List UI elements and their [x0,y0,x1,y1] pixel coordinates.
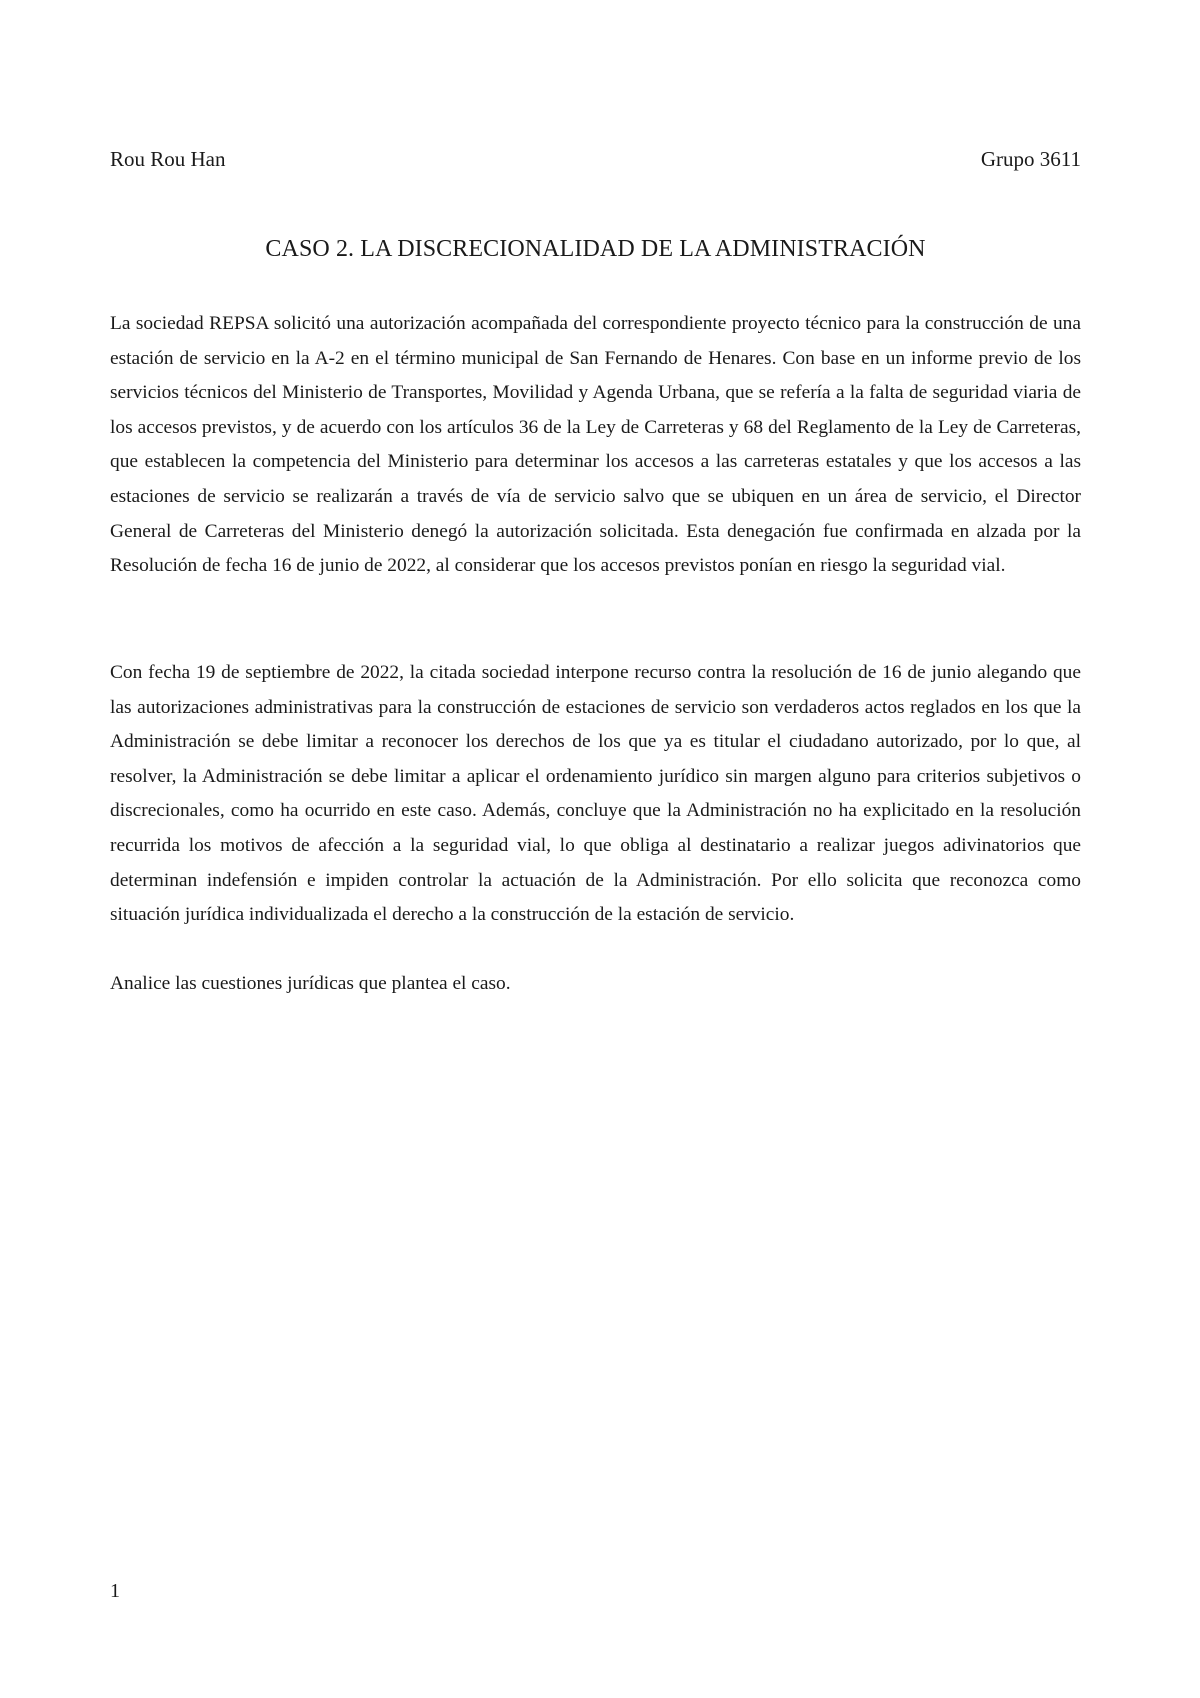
page-number: 1 [110,1580,120,1602]
group-label: Grupo 3611 [980,147,1081,171]
paragraph-appeal: Con fecha 19 de septiembre de 2022, la citada sociedad interpone recurso contra la resolución de 16 de junio alegando que las autorizaciones administrativas para la construcción de estaciones de servicio son verdaderos actos reglados en los que la Administración se debe limitar a reconocer los derechos de los que ya es titular el ciudadano autorizado, por lo que, al resolver, la Administración se debe limitar a aplicar el ordenamiento jurídico sin margen alguno para criterios subjetivos o discrecionales, como ha ocurrido en este caso. Además, concluye que la Administración no ha explicitado en la resolución recurrida los motivos de afección a la seguridad vial, lo que obliga al destinatario a realizar juegos adivinatorios que determinan indefensión e impiden controlar la actuación de la Administración. Por ello solicita que reconozca como situación jurídica individualizada el derecho a la construcción de la estación de servicio. [110,662,1081,926]
document-title: CASO 2. LA DISCRECIONALIDAD DE LA ADMINISTRACIÓN [265,236,926,262]
page-header [110,146,1081,172]
author-name: Rou Rou Han [110,147,226,171]
paragraph-question: Analice las cuestiones jurídicas que plantea el caso. [110,973,511,994]
paragraph-facts: La sociedad REPSA solicitó una autorización acompañada del correspondiente proyecto técnico para la construcción de una estación de servicio en la A-2 en el término municipal de San Fernando de Henares. Con base en un informe previo de los servicios técnicos del Ministerio de Transportes, Movilidad y Agenda Urbana, que se refería a la falta de seguridad viaria de los accesos previstos, y de acuerdo con los artículos 36 de la Ley de Carreteras y 68 del Reglamento de la Ley de Carreteras, que establecen la competencia del Ministerio para determinar los accesos a las carreteras estatales y que los accesos a las estaciones de servicio se realizarán a través de vía de servicio salvo que se ubiquen en un área de servicio, el Director General de Carreteras del Ministerio denegó la autorización solicitada. Esta denegación fue confirmada en alzada por la Resolución de fecha 16 de junio de 2022, al considerar que los accesos previstos ponían en riesgo la seguridad vial. [110,313,1081,577]
